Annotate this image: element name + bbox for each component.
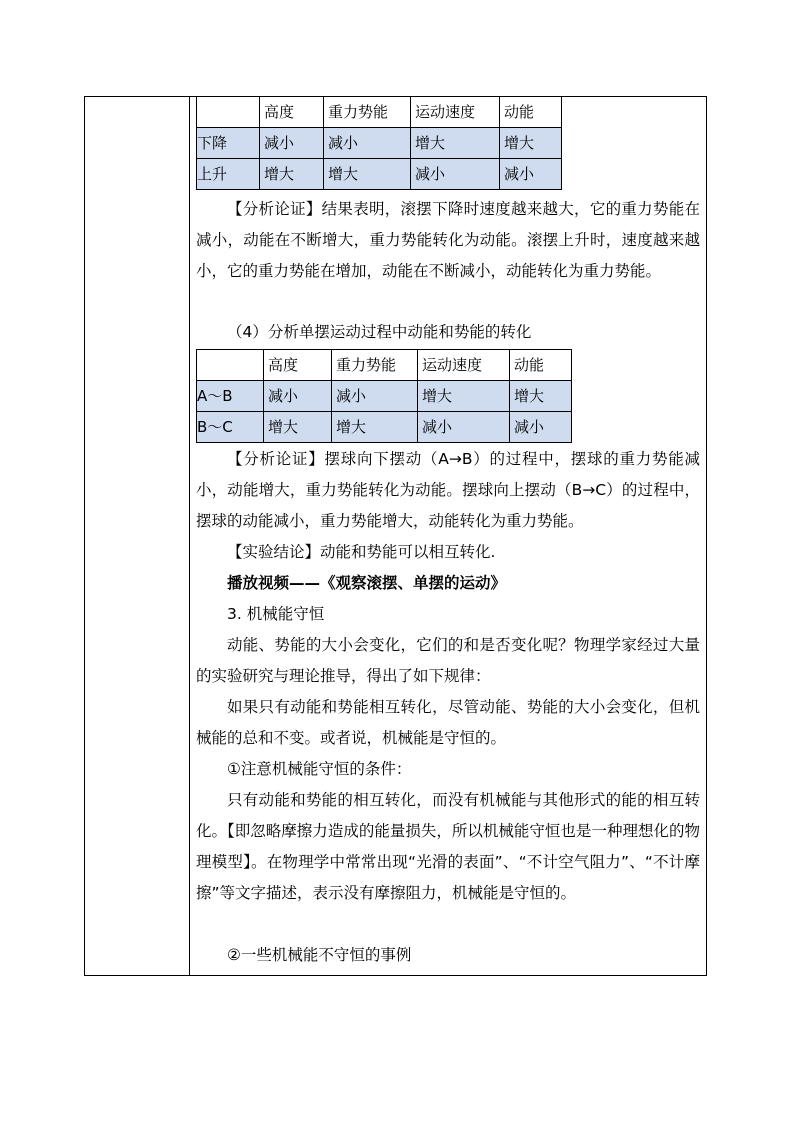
table-row [197, 128, 562, 159]
analysis-paragraph-rolling: 【分析论证】结果表明，滚摆下降时速度越来越大，它的重力势能在减小，动能在不断增大，重力势能转化为动能。滚摆上升时，速度越来越小，它的重力势能在增加，动能在不断减小，动能转化为重力势能。 [196, 200, 700, 280]
conservation-law-paragraph: 如果只有动能和势能相互转化，尽管动能、势能的大小会变化，但机械能的总和不变。或者说，机械能是守恒的。 [196, 698, 700, 747]
table-cell: B～C [197, 412, 264, 443]
table-cell: 减小 [418, 412, 510, 443]
table-cell: A～B [197, 381, 264, 412]
table-header-cell: 重力势能 [324, 97, 411, 128]
table-cell: 减小 [332, 381, 418, 412]
table-header-cell: 重力势能 [332, 350, 418, 381]
table-header-cell: 运动速度 [411, 97, 500, 128]
experiment-conclusion: 【实验结论】动能和势能可以相互转化. [227, 543, 496, 561]
table-header-cell: 高度 [260, 97, 324, 128]
table-cell: 增大 [411, 128, 500, 159]
table-header-row [197, 97, 562, 128]
condition-note: ①注意机械能守恒的条件： [227, 760, 412, 778]
rolling-pendulum-table [196, 96, 562, 190]
table-cell [197, 350, 264, 381]
table-cell: 上升 [197, 159, 260, 190]
energy-question-paragraph: 动能、势能的大小会变化，它们的和是否变化呢？物理学家经过大量的实验研究与理论推导，得出了如下规律： [196, 636, 700, 685]
simple-pendulum-table [196, 349, 572, 443]
video-link-text: 播放视频——《观察滚摆、单摆的运动》 [227, 574, 507, 592]
table-cell: 增大 [418, 381, 510, 412]
table-header-row [197, 350, 572, 381]
table-row [197, 412, 572, 443]
table-cell: 减小 [324, 128, 411, 159]
table-header-cell: 运动速度 [418, 350, 510, 381]
table-cell [197, 97, 260, 128]
condition-explanation-paragraph: 只有动能和势能的相互转化，而没有机械能与其他形式的能的相互转化。【即忽略摩擦力造成的能量损失，所以机械能守恒也是一种理想化的物理模型】。在物理学中常常出现“光滑的表面”、“不计空气阻力”、“不计摩擦”等文字描述，表示没有摩擦阻力，机械能是守恒的。 [196, 791, 700, 902]
table-header-cell: 高度 [264, 350, 332, 381]
table-cell: 增大 [500, 128, 562, 159]
table-header-cell: 动能 [510, 350, 572, 381]
table-cell: 增大 [332, 412, 418, 443]
table-cell: 增大 [264, 412, 332, 443]
table-cell: 增大 [324, 159, 411, 190]
non-conservation-examples-heading: ②一些机械能不守恒的事例 [227, 946, 412, 964]
table-cell: 减小 [264, 381, 332, 412]
column-divider [189, 97, 190, 975]
table-cell: 增大 [260, 159, 324, 190]
table-cell: 增大 [510, 381, 572, 412]
section-3-heading: 3. 机械能守恒 [227, 605, 325, 623]
analysis-paragraph-pendulum: 【分析论证】摆球向下摆动（A→B）的过程中，摆球的重力势能减小，动能增大，重力势能转化为动能。摆球向上摆动（B→C）的过程中，摆球的动能减小，重力势能增大，动能转化为重力势能。 [196, 450, 700, 530]
table-cell: 下降 [197, 128, 260, 159]
table-cell: 减小 [500, 159, 562, 190]
table-cell: 减小 [260, 128, 324, 159]
step-4-heading: （4）分析单摆运动过程中动能和势能的转化 [227, 323, 532, 341]
table-cell: 减小 [510, 412, 572, 443]
table-row [197, 159, 562, 190]
table-header-cell: 动能 [500, 97, 562, 128]
table-row [197, 381, 572, 412]
table-cell: 减小 [411, 159, 500, 190]
